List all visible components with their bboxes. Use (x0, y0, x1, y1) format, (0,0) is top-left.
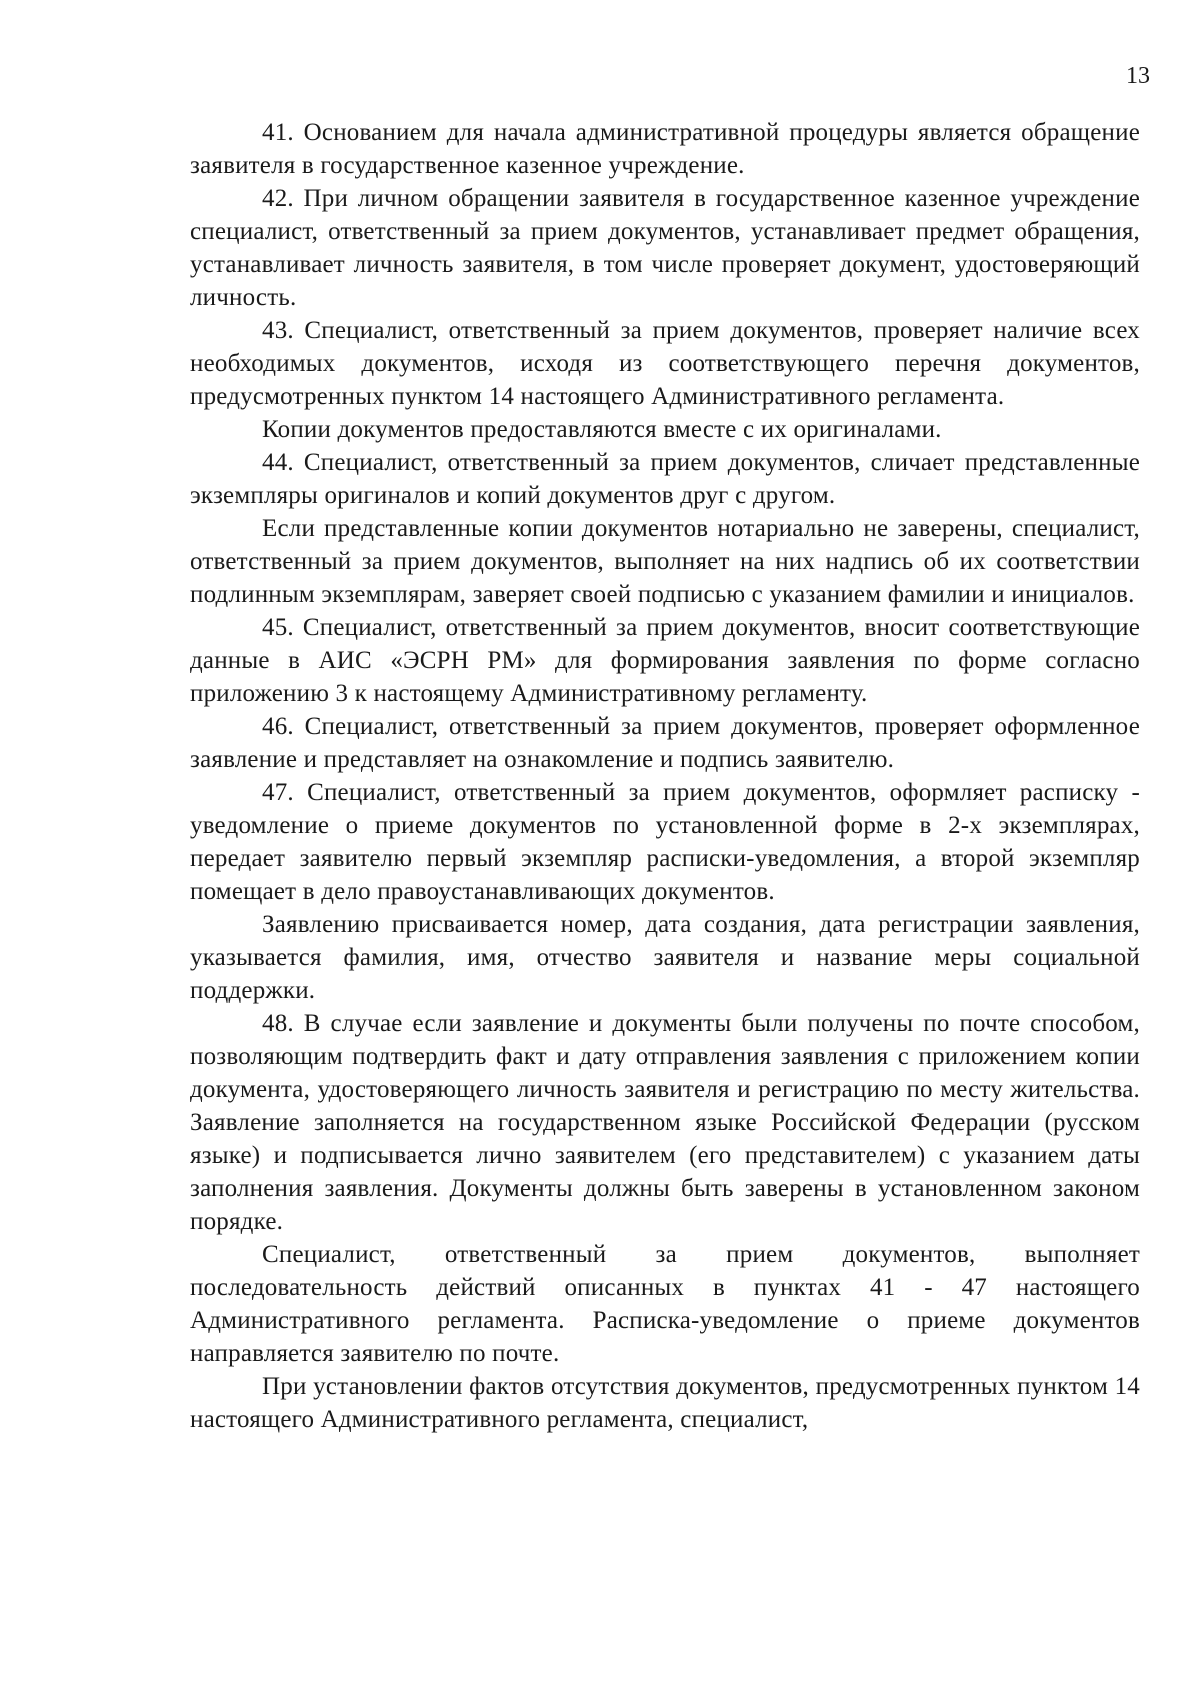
paragraph-41: 41. Основанием для начала административной процедуры является обращение заявителя в государственное казенное учреждение. (190, 119, 1140, 179)
paragraph-44: 44. Специалист, ответственный за прием документов, сличает представленные экземпляры оригиналов и копий документов друг с другом. (190, 449, 1140, 509)
paragraph-45: 45. Специалист, ответственный за прием документов, вносит соответствующие данные в АИС «ЭСРН РМ» для формирования заявления по форме согласно приложению 3 к настоящему Административному регламенту. (190, 614, 1140, 707)
paragraph-46: 46. Специалист, ответственный за прием документов, проверяет оформленное заявление и представляет на ознакомление и подпись заявителю. (190, 713, 1140, 773)
paragraph-43: 43. Специалист, ответственный за прием документов, проверяет наличие всех необходимых документов, исходя из соответствующего перечня документов, предусмотренных пунктом 14 настоящего Административного регламента. (190, 317, 1140, 410)
paragraph-43-copies: Копии документов предоставляются вместе с их оригиналами. (262, 416, 942, 443)
document-body (190, 116, 1140, 1436)
paragraph-44-notary: Если представленные копии документов нотариально не заверены, специалист, ответственный за прием документов, выполняет на них надпись об их соответствии подлинным экземплярам, заверяет своей подписью с указанием фамилии и инициалов. (190, 515, 1140, 608)
paragraph-48-missing-docs: При установлении фактов отсутствия документов, предусмотренных пунктом 14 настоящего Административного регламента, специалист, (190, 1373, 1140, 1433)
paragraph-42: 42. При личном обращении заявителя в государственное казенное учреждение специалист, ответственный за прием документов, устанавливает предмет обращения, устанавливает личность заявителя, в том числе проверяет документ, удостоверяющий личность. (190, 185, 1140, 311)
page-number: 13 (1126, 63, 1150, 89)
paragraph-47-registration: Заявлению присваивается номер, дата создания, дата регистрации заявления, указывается фамилия, имя, отчество заявителя и название меры социальной поддержки. (190, 911, 1140, 1004)
paragraph-48: 48. В случае если заявление и документы были получены по почте способом, позволяющим подтвердить факт и дату отправления заявления с приложением копии документа, удостоверяющего личность заявителя и регистрацию по месту жительства. Заявление заполняется на государственном языке Российской Федерации (русском языке) и подписывается лично заявителем (его представителем) с указанием даты заполнения заявления. Документы должны быть заверены в установленном законом порядке. (190, 1010, 1140, 1235)
paragraph-47: 47. Специалист, ответственный за прием документов, оформляет расписку - уведомление о приеме документов по установленной форме в 2-х экземплярах, передает заявителю первый экземпляр расписки-уведомления, а второй экземпляр помещает в дело правоустанавливающих документов. (190, 779, 1140, 905)
paragraph-48-specialist: Специалист, ответственный за прием документов, выполняет последовательность действий описанных в пунктах 41 - 47 настоящего Административного регламента. Расписка-уведомление о приеме документов направляется заявителю по почте. (190, 1241, 1140, 1367)
